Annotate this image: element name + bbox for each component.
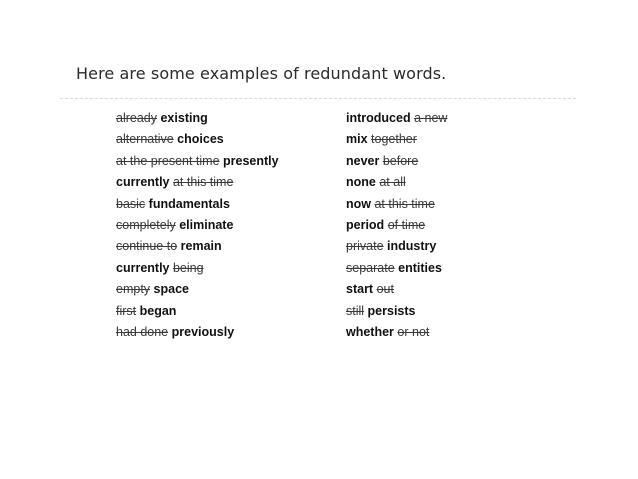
- kept-word: period: [346, 217, 385, 232]
- list-item: [116, 322, 279, 343]
- kept-word: currently: [116, 175, 170, 190]
- redundant-word: private: [346, 239, 384, 254]
- kept-word: now: [346, 196, 371, 211]
- kept-word: remain: [180, 239, 222, 254]
- redundant-word: still: [346, 303, 365, 318]
- kept-word: industry: [387, 239, 437, 254]
- kept-word: persists: [367, 303, 416, 318]
- kept-word: previously: [171, 324, 235, 339]
- list-item: [116, 301, 279, 322]
- kept-word: start: [346, 282, 374, 297]
- kept-word: currently: [116, 260, 170, 275]
- redundant-word: at this time: [172, 175, 234, 190]
- kept-word: entities: [398, 260, 442, 275]
- list-item: [116, 151, 279, 172]
- list-item: [116, 236, 279, 257]
- redundant-word: at all: [379, 175, 406, 190]
- redundant-word: had done: [116, 324, 169, 339]
- list-item: [346, 301, 447, 322]
- kept-word: presently: [223, 153, 279, 168]
- list-item: [346, 258, 447, 279]
- redundant-word: continue to: [116, 239, 178, 254]
- kept-word: mix: [346, 132, 368, 147]
- list-item: [346, 236, 447, 257]
- list-item: [346, 215, 447, 236]
- list-item: [346, 129, 447, 150]
- list-item: [116, 194, 279, 215]
- redundant-word: at this time: [374, 196, 435, 211]
- redundant-word: being: [172, 260, 204, 275]
- kept-word: space: [153, 282, 189, 297]
- kept-word: began: [139, 303, 177, 318]
- kept-word: introduced: [346, 111, 411, 125]
- kept-word: eliminate: [179, 217, 234, 232]
- list-item: [346, 108, 447, 129]
- right-column-list: [346, 108, 447, 343]
- kept-word: never: [346, 153, 380, 168]
- redundant-word: alternative: [116, 132, 174, 147]
- list-item: [346, 279, 447, 300]
- slide-title: Here are some examples of redundant words.: [76, 64, 447, 83]
- left-column-list: [116, 108, 279, 343]
- redundant-word: empty: [116, 282, 151, 297]
- list-item: [116, 129, 279, 150]
- list-item: [346, 172, 447, 193]
- kept-word: whether: [346, 324, 394, 339]
- redundant-word: of time: [387, 217, 426, 232]
- redundant-word: separate: [346, 260, 395, 275]
- redundant-word: first: [116, 303, 137, 318]
- list-item: [116, 258, 279, 279]
- kept-word: fundamentals: [148, 196, 230, 211]
- kept-word: existing: [160, 111, 208, 125]
- list-item: [116, 172, 279, 193]
- title-divider: [60, 98, 576, 99]
- redundant-word: basic: [116, 196, 146, 211]
- redundant-word: at the present time: [116, 153, 220, 168]
- list-item: [116, 215, 279, 236]
- kept-word: none: [346, 175, 376, 190]
- redundant-word: a new: [414, 111, 448, 125]
- redundant-word: or not: [397, 324, 430, 339]
- redundant-word: already: [116, 111, 157, 125]
- list-item: [116, 279, 279, 300]
- list-item: [116, 108, 279, 129]
- redundant-word: together: [371, 132, 417, 147]
- list-item: [346, 151, 447, 172]
- redundant-word: completely: [116, 217, 176, 232]
- kept-word: choices: [177, 132, 224, 147]
- redundant-word: out: [376, 282, 394, 297]
- list-item: [346, 322, 447, 343]
- list-item: [346, 194, 447, 215]
- redundant-word: before: [382, 153, 419, 168]
